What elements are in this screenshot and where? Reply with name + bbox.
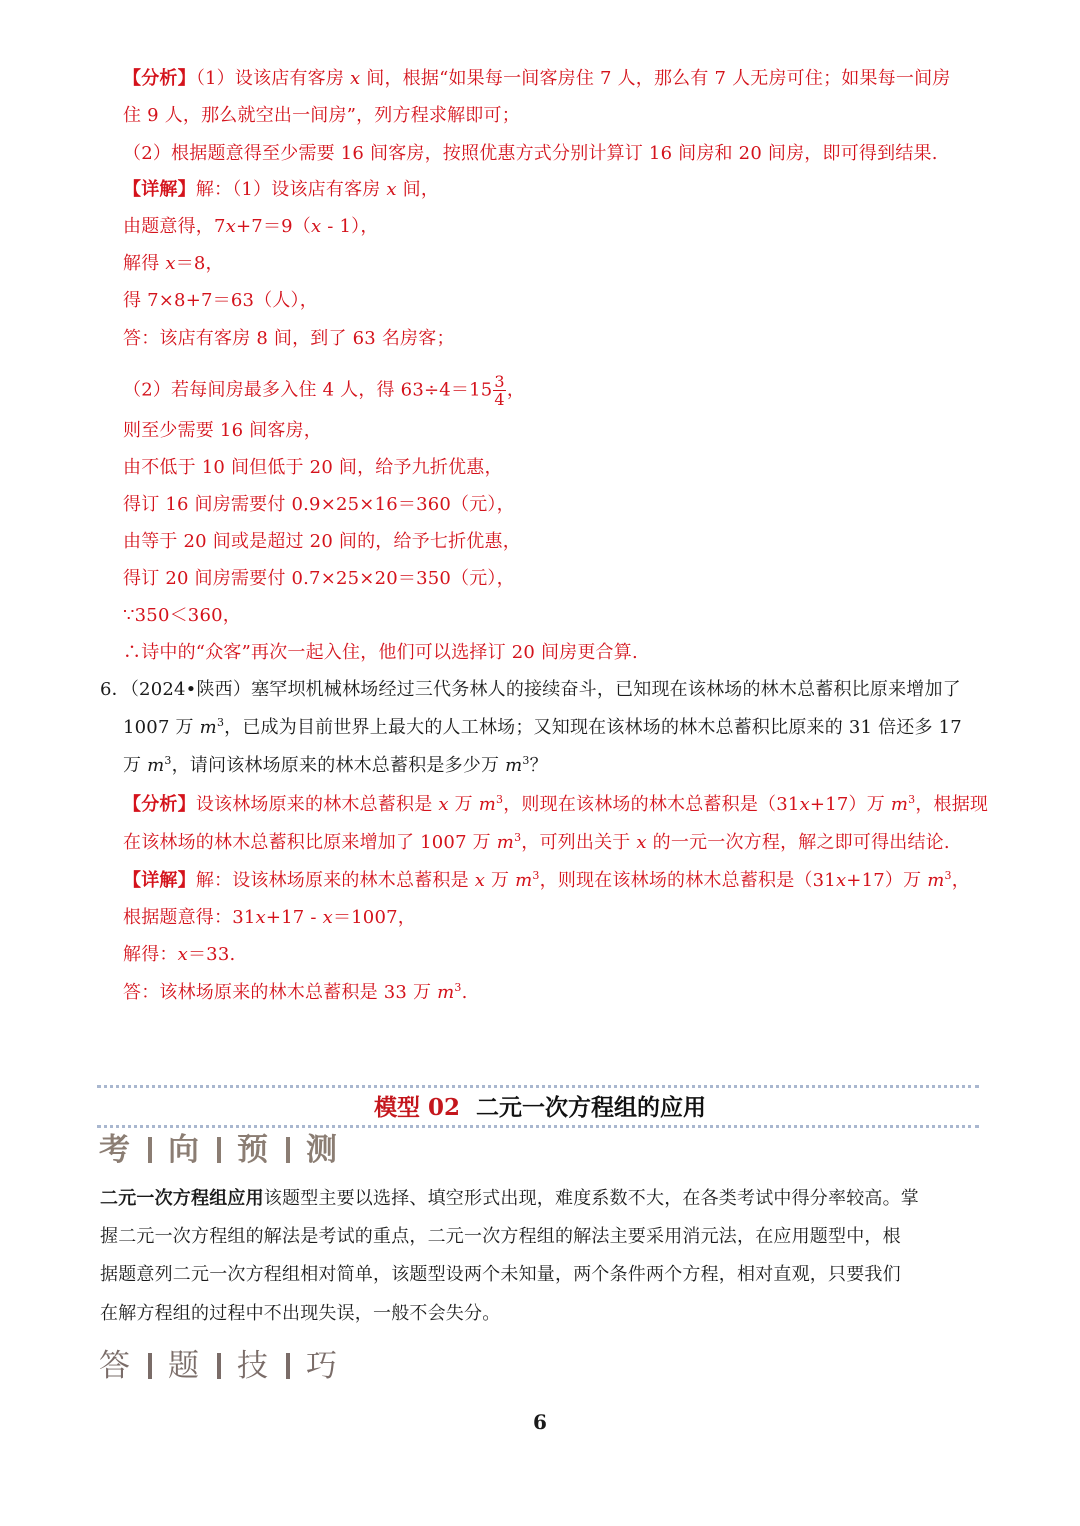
analysis-line-1: 【分析】（1）设该店有客房 x 间，根据“如果每一间客房住 7 人，那么有 7 人无房可住；如果每一间房 [123,68,951,89]
detail-line-3: 解得 x＝8， [123,253,224,274]
detail-line-1: 【详解】解：（1）设该店有客房 x 间， [123,179,440,200]
problem6-detail-2: 根据题意得：31x+17 - x＝1007， [123,907,416,928]
problem6-line-3: 万 $m^3$，请问该林场原来的林木总蓄积是多少万 $m^3$？ [123,754,548,776]
detail-line-2: 由题意得，7x+7＝9（x - 1）， [123,216,379,237]
problem6-line-1: 6．（2024•陕西）塞罕坝机械林场经过三代务林人的接续奋斗，已知现在该林场的林木总蓄积比原来增加了 [100,679,961,700]
tips-heading: 答 题 技 巧 [99,1348,339,1384]
detail-line-5: 答：该店有客房 8 间，到了 63 名房客； [123,328,455,349]
problem6-detail-4: 答：该林场原来的林木总蓄积是 33 万 $m^3$. [123,981,468,1003]
detail-line-10: 由等于 20 间或是超过 20 间的，给予七折优惠， [123,531,521,552]
page-number: 6 [533,1410,547,1434]
problem6-line-2: 1007 万 $m^3$，已成为目前世界上最大的人工林场；又知现在该林场的林木总蓄积比原来的 31 倍还多 17 [123,716,962,738]
forecast-heading: 考 向 预 测 [99,1132,339,1168]
problem6-analysis-1: 【分析】设该林场原来的林木总蓄积是 x 万 $m^3$，则现在该林场的林木总蓄积是（31x+17）万 $m^3$，根据现 [123,793,989,815]
problem6-detail-3: 解得：x＝33. [123,944,236,965]
divider-top [97,1085,979,1088]
detail-line-12: ∵350＜360， [123,605,241,626]
detail-line-6: （2）若每间房最多入住 4 人，得 63÷4＝15 $\frac{3}{4}$ ， [123,372,526,409]
detail-line-13: ∴诗中的“众客”再次一起入住，他们可以选择订 20 间房更合算. [123,642,638,663]
detail-line-11: 得订 20 间房需要付 0.7×25×20＝350（元）， [123,568,515,589]
fraction: $\frac{3}{4}$ [494,372,505,409]
detail-line-4: 得 7×8+7＝63（人）， [123,290,318,311]
forecast-text-4: 在解方程组的过程中不出现失误，一般不会失分。 [100,1303,501,1324]
analysis-line-3: （2）根据题意得至少需要 16 间客房，按照优惠方式分别计算订 16 间房和 20 间房，即可得到结果. [123,143,938,164]
analysis-line-2: 住 9 人，那么就空出一间房”，列方程求解即可； [123,105,520,126]
problem6-analysis-2: 在该林场的林木总蓄积比原来增加了 1007 万 $m^3$，可列出关于 x 的一元一次方程，解之即可得出结论. [123,831,950,853]
forecast-text-1: 二元一次方程组应用该题型主要以选择、填空形式出现，难度系数不大，在各类考试中得分率较高。掌 [100,1188,920,1209]
model-title: 模型 02 二元一次方程组的应用 [373,1094,707,1121]
detail-line-7: 则至少需要 16 间客房， [123,420,322,441]
divider-bottom [97,1125,979,1128]
detail-line-9: 得订 16 间房需要付 0.9×25×16＝360（元）， [123,494,515,515]
forecast-text-2: 握二元一次方程组的解法是考试的重点，二元一次方程组的解法主要采用消元法，在应用题型中，根 [100,1226,901,1247]
problem6-detail-1: 【详解】解：设该林场原来的林木总蓄积是 x 万 $m^3$，则现在该林场的林木总蓄积是（31x+17）万 $m^3$， [123,869,970,891]
forecast-text-3: 据题意列二元一次方程组相对简单，该题型设两个未知量，两个条件两个方程，相对直观，只要我们 [100,1264,901,1285]
detail-line-8: 由不低于 10 间但低于 20 间，给予九折优惠， [123,457,503,478]
